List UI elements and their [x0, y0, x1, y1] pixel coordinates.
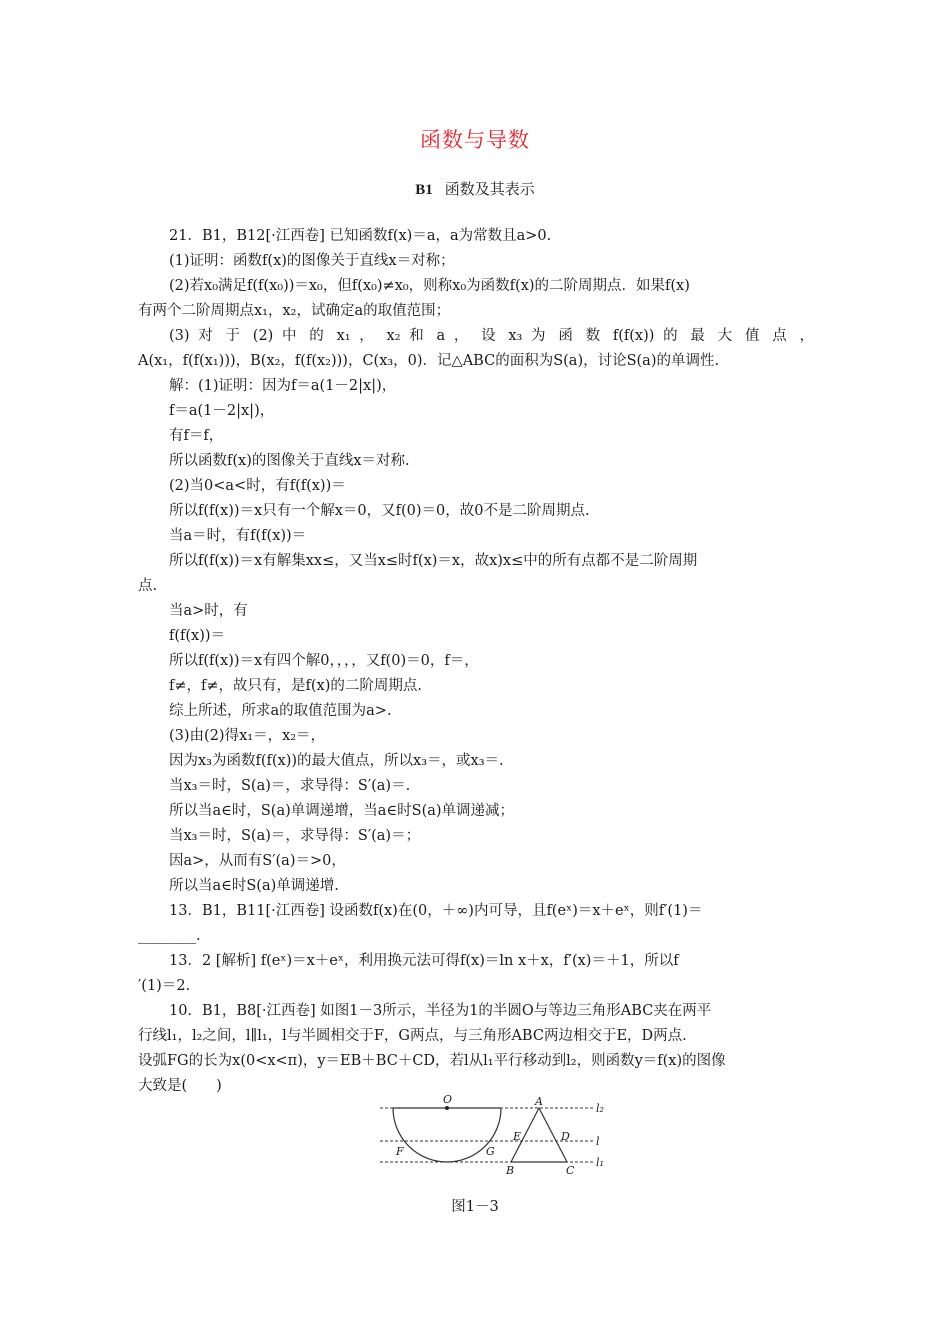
solution-line: 所以f(f(x))＝x有解集xx≤，又当x≤时f(x)＝x，故x)x≤中的所有点都不是二阶周期 — [169, 553, 698, 569]
section-code: B1 — [415, 182, 433, 198]
solution-line: 因为x₃为函数f(f(x))的最大值点，所以x₃＝，或x₃＝. — [169, 753, 504, 769]
solution-line: 所以函数f(x)的图像关于直线x＝对称. — [169, 453, 410, 469]
solution-line: 有f＝f， — [169, 428, 224, 444]
text-line: ′(1)＝2. — [138, 978, 191, 994]
solution-line: 当a>时，有 — [169, 603, 248, 619]
label-l1: l₁ — [596, 1156, 604, 1169]
text-line: (3) 对 于 (2) 中 的 x₁ ， x₂ 和 a ， 设 x₃ 为 函 数 f(f(x)) 的 最 大 值 点 ， — [169, 328, 814, 344]
solution-line: 综上所述，所求a的取值范围为a>. — [169, 703, 392, 719]
label-g: G — [486, 1145, 495, 1158]
page-title: 函数与导数 — [420, 128, 530, 152]
text-line: 行线l₁，l₂之间，l∥l₁，l与半圆相交于F，G两点，与三角形ABC两边相交于E，D两点. — [138, 1028, 687, 1044]
solution-line: (3)由(2)得x₁＝，x₂＝， — [169, 728, 326, 744]
label-d: D — [561, 1130, 570, 1143]
text-line: 有两个二阶周期点x₁，x₂，试确定a的取值范围； — [138, 303, 451, 319]
problem-21-header: 21．B1，B12[·江西卷] 已知函数f(x)＝a，a为常数且a>0. — [169, 228, 552, 244]
label-c: C — [566, 1164, 575, 1177]
answer-blank: ________. — [138, 928, 201, 944]
solution-line: 所以f(f(x))＝x有四个解0，，，，又f(0)＝0，f＝， — [169, 653, 479, 669]
solution-line: 当x₃＝时，S(a)＝，求导得：S′(a)＝； — [169, 828, 421, 844]
geometry-figure — [378, 1093, 618, 1178]
problem-13-header: 13．B1，B11[·江西卷] 设函数f(x)在(0，＋∞)内可导，且f(eˣ)＝x＋eˣ，则f′(1)＝ — [169, 903, 703, 919]
solution-line: 点. — [138, 578, 158, 594]
text-line: 大致是( ) — [138, 1078, 222, 1094]
section-name: 函数及其表示 — [444, 180, 535, 198]
solution-line: 当x₃＝时，S(a)＝，求导得：S′(a)＝. — [169, 778, 411, 794]
center-point-o — [445, 1106, 449, 1110]
solution-line: f≠，f≠，故只有，是f(x)的二阶周期点. — [169, 678, 422, 694]
label-a: A — [535, 1095, 543, 1108]
label-f: F — [396, 1145, 404, 1158]
solution-line: 当a＝时，有f(f(x))＝ — [169, 528, 307, 544]
label-e: E — [513, 1130, 522, 1143]
label-b: B — [506, 1164, 515, 1177]
solution-line: 解：(1)证明：因为f＝a(1－2|x|)， — [169, 378, 397, 394]
solution-line: 因a>，从而有S′(a)＝>0， — [169, 853, 346, 869]
text-line: (2)若x₀满足f(f(x₀))＝x₀，但f(x₀)≠x₀，则称x₀为函数f(x)的二阶周期点．如果f(x) — [169, 278, 690, 294]
section-heading — [0, 178, 950, 199]
solution-line: f＝a(1－2|x|)， — [169, 403, 275, 419]
figure-caption: 图1－3 — [451, 1199, 499, 1215]
solution-line: f(f(x))＝ — [169, 628, 226, 644]
solution-line: 所以f(f(x))＝x只有一个解x＝0，又f(0)＝0，故0不是二阶周期点. — [169, 503, 590, 519]
problem-13-answer: 13．2 [解析] f(eˣ)＝x＋eˣ，利用换元法可得f(x)＝ln x＋x，f′(x)＝＋1，所以f — [169, 953, 679, 969]
semicircle — [393, 1108, 501, 1162]
text-line: 设弧FG的长为x(0<x<π)，y＝EB＋BC＋CD，若l从l₁平行移动到l₂，则函数y＝f(x)的图像 — [138, 1053, 726, 1069]
solution-line: 所以当a∈时S(a)单调递增. — [169, 878, 339, 894]
solution-line: 所以当a∈时，S(a)单调递增，当a∈时S(a)单调递减； — [169, 803, 515, 819]
label-l2: l₂ — [596, 1102, 604, 1115]
label-l: l — [596, 1135, 600, 1148]
text-line: A(x₁，f(f(x₁)))，B(x₂，f(f(x₂)))，C(x₃，0)．记△ABC的面积为S(a)，讨论S(a)的单调性. — [138, 353, 720, 369]
text-line: (1)证明：函数f(x)的图像关于直线x＝对称； — [169, 253, 455, 269]
solution-line: (2)当0<a<时，有f(f(x))＝ — [169, 478, 346, 494]
problem-10-header: 10．B1，B8[·江西卷] 如图1－3所示，半径为1的半圆O与等边三角形ABC夹在两平 — [169, 1003, 712, 1019]
label-o: O — [443, 1093, 453, 1106]
